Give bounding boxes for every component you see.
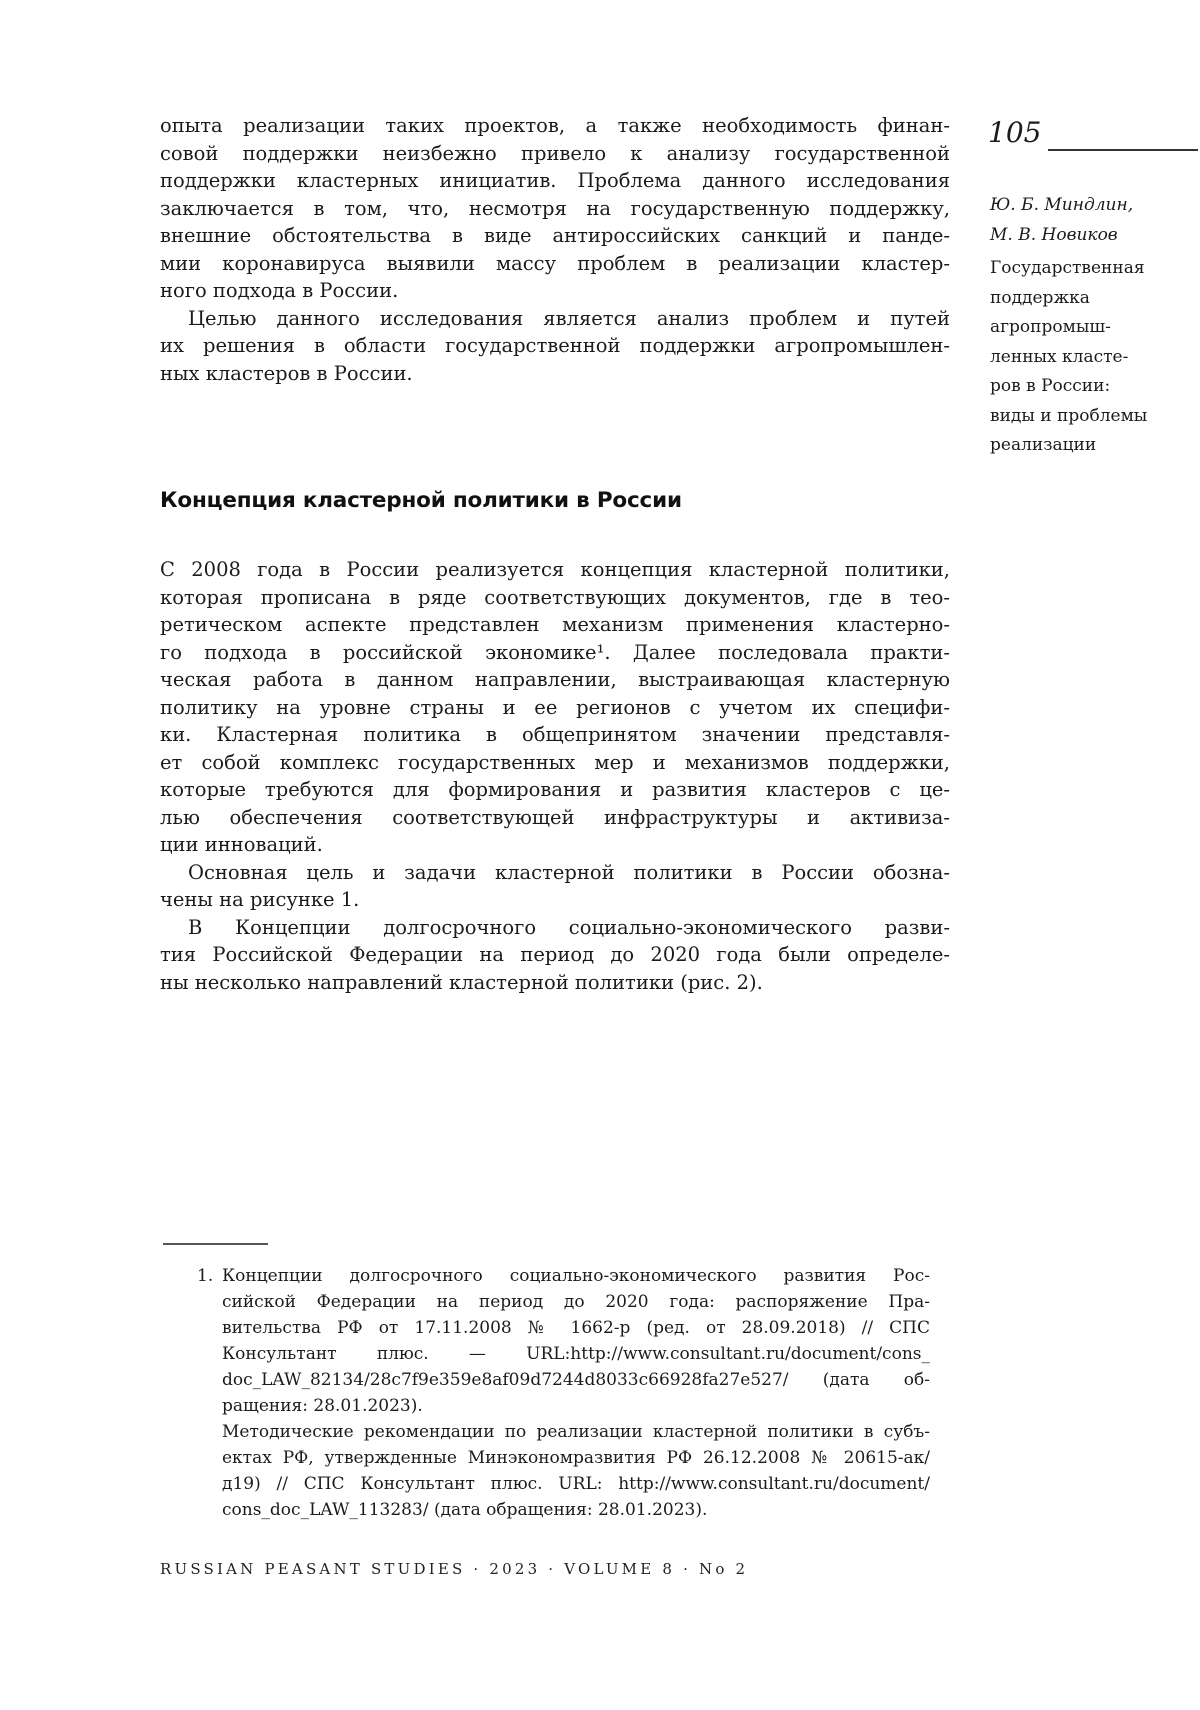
text-line: ленных класте- — [990, 346, 1129, 367]
paragraph-cluster-policy-concept — [160, 556, 950, 859]
text-line: ции инноваций. — [160, 833, 323, 856]
paragraph-goals-figure1 — [160, 859, 950, 914]
footnote-part-2 — [222, 1419, 930, 1523]
text-line: ного подхода в России. — [160, 279, 399, 302]
text-line: Целью данного исследования является анализ проблем и путей — [188, 306, 950, 330]
text-line: д19) // СПС Консультант плюс. URL: http://www.consultant.ru/document/ — [222, 1474, 930, 1494]
journal-footer: RUSSIAN PEASANT STUDIES · 2023 · VOLUME 8 · No 2 — [160, 1560, 749, 1578]
text-line: С 2008 года в России реализуется концепция кластерной политики, — [160, 558, 950, 581]
text-line: doc_LAW_82134/28c7f9e359e8af09d7244d8033c66928fa27e527/ (дата об- — [222, 1370, 930, 1390]
text-line: го подхода в российской экономике¹. Далее последовала практи- — [160, 640, 950, 664]
text-line: политику на уровне страны и ее регионов с учетом их специфи- — [160, 695, 950, 719]
text-line: которые требуются для формирования и развития кластеров с це- — [160, 778, 950, 801]
text-line: вительства РФ от 17.11.2008 № 1662-р (ред. от 28.09.2018) // СПС — [222, 1318, 930, 1338]
text-line: реализации — [990, 435, 1097, 455]
footnote-part-1 — [222, 1263, 930, 1419]
main-text-column — [160, 112, 950, 996]
text-line: ет собой комплекс государственных мер и механизмов поддержки, — [160, 750, 950, 774]
section-heading: Концепция кластерной политики в России — [160, 488, 682, 513]
text-line: М. В. Новиков — [990, 225, 1118, 245]
sidebar-authors — [990, 190, 1170, 250]
text-line: сийской Федерации на период до 2020 года: распоряжение Пра- — [222, 1292, 930, 1312]
text-line: ретическом аспекте представлен механизм применения кластерно- — [160, 613, 950, 636]
text-line: Консультант плюс. — URL:http://www.consultant.ru/document/cons_ — [222, 1344, 930, 1364]
text-line: Ю. Б. Миндлин, — [990, 195, 1134, 215]
footnote-marker: 1. — [197, 1266, 214, 1286]
paragraph-concept-2020-directions — [160, 914, 950, 997]
text-line: Методические рекомендации по реализации кластерной политики в субъ- — [222, 1422, 930, 1442]
text-line: ных кластеров в России. — [160, 361, 413, 385]
text-line: ны несколько направлений кластерной политики (рис. 2). — [160, 970, 763, 994]
footnote-1 — [197, 1263, 930, 1523]
text-line: ческая работа в данном направлении, выстраивающая кластерную — [160, 668, 950, 691]
text-line: мии коронавируса выявили массу проблем в реализации кластер- — [160, 251, 950, 275]
text-line: их решения в области государственной поддержки агропромышлен- — [160, 334, 950, 357]
text-line: чены на рисунке 1. — [160, 888, 360, 911]
text-line: поддержка — [990, 287, 1090, 308]
text-line: совой поддержки неизбежно привело к анализу государственной — [160, 141, 950, 165]
text-line: Концепции долгосрочного социально-экономического развития Рос- — [222, 1266, 930, 1286]
text-line: cons_doc_LAW_113283/ (дата обращения: 28.01.2023). — [222, 1500, 708, 1520]
text-line: ращения: 28.01.2023). — [222, 1396, 423, 1416]
text-line: ров в России: — [990, 376, 1111, 396]
text-line: заключается в том, что, несмотря на государственную поддержку, — [160, 196, 950, 220]
footnote-rule — [163, 1243, 268, 1245]
text-line: ектах РФ, утвержденные Минэкономразвития РФ 26.12.2008 № 20615-ак/ — [222, 1448, 930, 1468]
text-line: Основная цель и задачи кластерной политики в России обозна- — [188, 860, 950, 884]
header-rule — [1048, 149, 1198, 151]
text-line: поддержки кластерных инициатив. Проблема данного исследования — [160, 169, 950, 192]
sidebar-article-title — [990, 254, 1170, 461]
text-line: лью обеспечения соответствующей инфраструктуры и активиза- — [160, 805, 950, 829]
text-line: внешние обстоятельства в виде антироссийских санкций и панде- — [160, 224, 950, 247]
text-line: опыта реализации таких проектов, а также необходимость финан- — [160, 114, 950, 137]
paragraph-research-aim — [160, 305, 950, 388]
text-line: которая прописана в ряде соответствующих документов, где в тео- — [160, 585, 950, 609]
page-number: 105 — [988, 116, 1042, 149]
text-line: Государственная — [990, 258, 1145, 278]
text-line: виды и проблемы — [990, 405, 1148, 426]
text-line: агропромыш- — [990, 317, 1111, 337]
paragraph-intro-continuation — [160, 112, 950, 305]
text-line: ки. Кластерная политика в общепринятом значении представля- — [160, 723, 950, 746]
text-line: тия Российской Федерации на период до 2020 года были определе- — [160, 943, 950, 966]
text-line: В Концепции долгосрочного социально-экономического разви- — [188, 915, 950, 939]
